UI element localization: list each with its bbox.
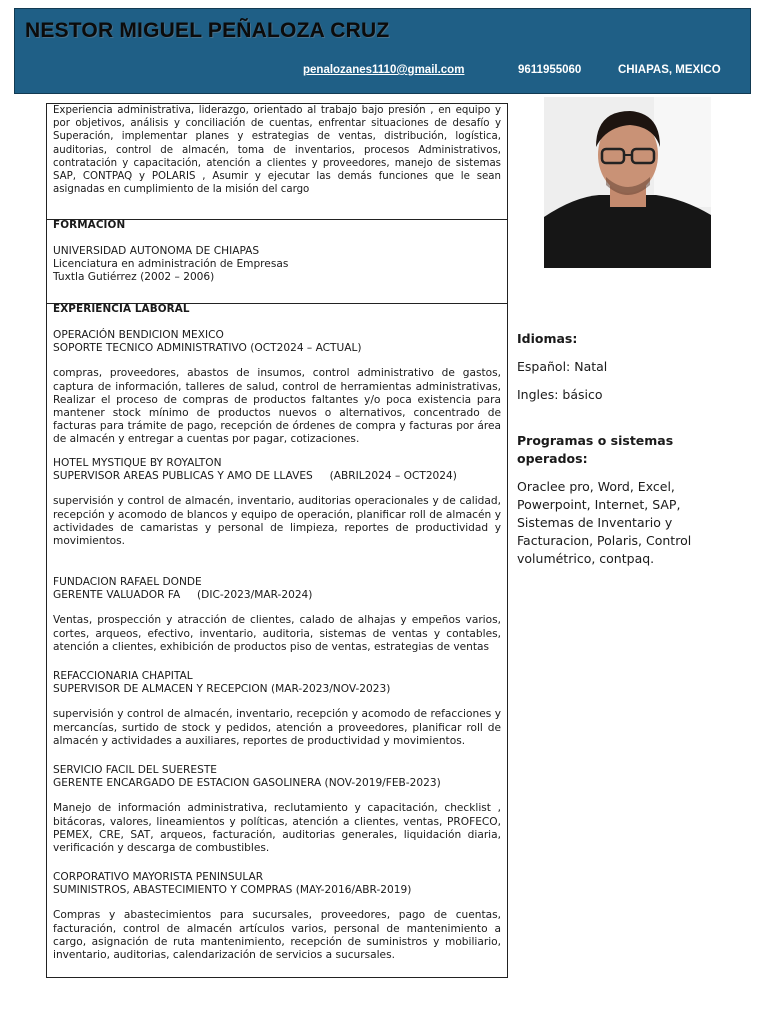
education-dates: Tuxtla Gutiérrez (2002 – 2006): [53, 271, 215, 284]
job-company: CORPORATIVO MAYORISTA PENINSULAR: [53, 871, 264, 883]
job-title: GERENTE VALUADOR FA (DIC-2023/MAR-2024): [53, 589, 313, 602]
main-column: [46, 103, 508, 978]
job-company: FUNDACION RAFAEL DONDE: [53, 576, 202, 588]
job-title: SUMINISTROS, ABASTECIMIENTO Y COMPRAS (MAY-2016/ABR-2019): [53, 884, 412, 897]
job-entry: [47, 457, 507, 548]
job-description: supervisión y control de almacén, inventario, recepción y acomodo de refacciones y mercancías, surtido de stock y pedidos, atención a proveedores, planificar roll de almacén y actividades a auxiliares, reportes de productividad y movimientos.: [53, 708, 501, 747]
education-section: [47, 219, 507, 304]
candidate-name: NESTOR MIGUEL PEÑALOZA CRUZ: [25, 19, 390, 42]
job-description: compras, proveedores, abastos de insumos, control administrativo de gastos, captura de información, talleres de salud, control de herramientas administrativas, Realizar el proceso de compras de productos faltantes y/o poca existencia para mantener stock mínimo de productos nuevos o alternativos, concentrado de facturas para trámite de pago, recepción de órdenes de compra y facturas por área de almacén y entregar a cuentas por pagar, cotizaciones.: [53, 367, 501, 446]
language-item: Español: Natal: [517, 359, 608, 374]
job-description: Ventas, prospección y atracción de clientes, calado de alhajas y empeños varios, cortes, arqueos, efectivo, inventario, auditoria, sistemas de ventas y contables, atención a clientes, exhibición de productos piso de ventas, estrategias de ventas: [53, 614, 501, 653]
profile-summary: Experiencia administrativa, liderazgo, orientado al trabajo bajo presión , en equipo y por objetivos, análisis y conciliación de cuentas, enfrentar situaciones de desafío y Superación, implementar planes y estrategias de ventas, distribución, logística, auditorias, control de almacén, toma de inventarios, procesos Administrativos, contratación y capacitación, atención a clientes y proveedores, manejo de sistemas SAP, CONTPAQ y POLARIS , Asumir y ejecutar las demás funciones que le sean asignadas en cumplimiento de la misión del cargo: [53, 105, 501, 196]
job-company: OPERACIÓN BENDICION MEXICO: [53, 329, 224, 341]
education-degree: Licenciatura en administración de Empresas: [53, 258, 289, 271]
job-company: REFACCIONARIA CHAPITAL: [53, 670, 193, 682]
profile-section: [47, 104, 507, 220]
education-heading: FORMACION: [53, 219, 126, 231]
job-description: Compras y abastecimientos para sucursales, proveedores, pago de cuentas, facturación, control de almacén artículos varios, personal de mantenimiento a cargo, asignación de ruta mantenimiento, recepción de suministros y mobiliario, inventario, auditorias, calendarización de servicios a sucursales.: [53, 909, 501, 962]
job-title: SUPERVISOR AREAS PUBLICAS Y AMO DE LLAVES (ABRIL2024 – OCT2024): [53, 470, 457, 483]
portrait-image: [544, 97, 711, 268]
header-banner: [14, 8, 751, 94]
languages-heading: Idiomas:: [517, 331, 578, 346]
job-entry: [47, 871, 507, 962]
job-company: SERVICIO FACIL DEL SUERESTE: [53, 764, 218, 776]
job-entry: [47, 576, 507, 654]
language-item: Ingles: básico: [517, 387, 603, 402]
job-company: HOTEL MYSTIQUE BY ROYALTON: [53, 457, 222, 469]
phone-number: 9611955060: [518, 64, 582, 76]
education-institution: UNIVERSIDAD AUTONOMA DE CHIAPAS: [53, 245, 260, 257]
programs-heading: Programas o sistemas operados:: [517, 433, 674, 466]
email-link[interactable]: penalozanes1110@gmail.com: [303, 64, 465, 76]
job-title: GERENTE ENCARGADO DE ESTACION GASOLINERA (NOV-2019/FEB-2023): [53, 777, 441, 790]
experience-heading: EXPERIENCIA LABORAL: [53, 303, 190, 315]
job-entry: [47, 764, 507, 855]
job-description: supervisión y control de almacén, inventario, auditorias operacionales y de calidad, recepción y acomodo de blancos y equipo de operación, planificar roll de almacén y actividades de camaristas y personal de limpieza, reportes de productividad y movimientos.: [53, 495, 501, 548]
profile-photo: [544, 97, 711, 268]
education-details: [47, 245, 507, 285]
job-title: SOPORTE TECNICO ADMINISTRATIVO (OCT2024 – ACTUAL): [53, 342, 362, 355]
sidebar: [517, 330, 712, 568]
job-entry: [47, 329, 507, 447]
programs-list: Oraclee pro, Word, Excel, Powerpoint, Internet, SAP, Sistemas de Inventario y Facturacion, Polaris, Control volumétrico, contpaq.: [517, 479, 692, 566]
job-description: Manejo de información administrativa, reclutamiento y capacitación, checklist , bitácoras, valores, lineamientos y políticas, atención a clientes, ventas, PROFECO, PEMEX, CRE, SAT, arqueos, facturación, auditorias generales, liquidación diaria, verificación y descarga de combustibles.: [53, 802, 501, 855]
job-entry: [47, 670, 507, 748]
job-title: SUPERVISOR DE ALMACEN Y RECEPCION (MAR-2023/NOV-2023): [53, 683, 391, 696]
location: CHIAPAS, MEXICO: [618, 64, 721, 76]
experience-section: [47, 303, 507, 977]
